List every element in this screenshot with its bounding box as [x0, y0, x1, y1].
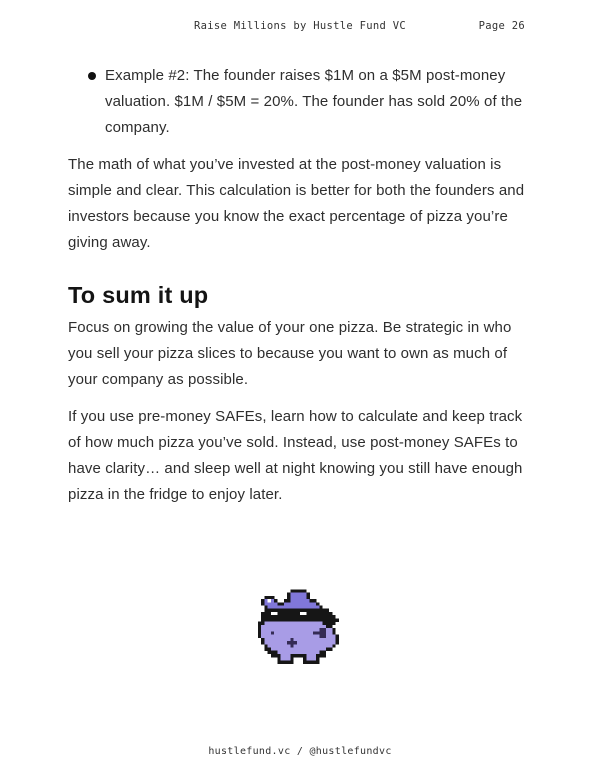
- paragraph-line: giving away.: [68, 234, 151, 251]
- page-footer: [0, 745, 600, 759]
- footer-links: hustlefund.vc / @hustlefundvc: [208, 746, 392, 757]
- bullet-text-line: valuation. $1M / $5M = 20%. The founder has sold 20% of the: [105, 93, 523, 110]
- mascot-pixel-art: [258, 589, 342, 664]
- paragraph-safes: [68, 404, 554, 508]
- bullet-dot-icon: [88, 72, 96, 80]
- mascot-sprite-icon: [258, 589, 342, 664]
- page-header: [0, 19, 600, 33]
- paragraph-line: The math of what you’ve invested at the post-money valuation is: [68, 156, 502, 173]
- paragraph-line: If you use pre-money SAFEs, learn how to calculate and keep track: [68, 408, 523, 425]
- paragraph-line: Focus on growing the value of your one pizza. Be strategic in who: [68, 319, 512, 336]
- section-heading: To sum it up: [68, 282, 209, 308]
- book-title: Raise Millions by Hustle Fund VC: [194, 20, 406, 32]
- paragraph-post-money-math: [68, 152, 554, 256]
- bullet-text-line: Example #2: The founder raises $1M on a $5M post-money: [105, 67, 506, 84]
- bullet-example-2: [68, 63, 554, 141]
- paragraph-focus: [68, 315, 554, 393]
- paragraph-line: your company as possible.: [68, 371, 249, 388]
- paragraph-line: have clarity… and sleep well at night knowing you still have enough: [68, 460, 523, 477]
- paragraph-line: of how much pizza you’ve sold. Instead, use post-money SAFEs to: [68, 434, 518, 451]
- paragraph-line: simple and clear. This calculation is better for both the founders and: [68, 182, 525, 199]
- paragraph-line: you sell your pizza slices to because you want to own as much of: [68, 345, 508, 362]
- page-number: Page 26: [478, 20, 525, 32]
- paragraph-line: pizza in the fridge to enjoy later.: [68, 486, 283, 503]
- paragraph-line: investors because you know the exact percentage of pizza you’re: [68, 208, 508, 225]
- bullet-text-line: company.: [105, 119, 170, 136]
